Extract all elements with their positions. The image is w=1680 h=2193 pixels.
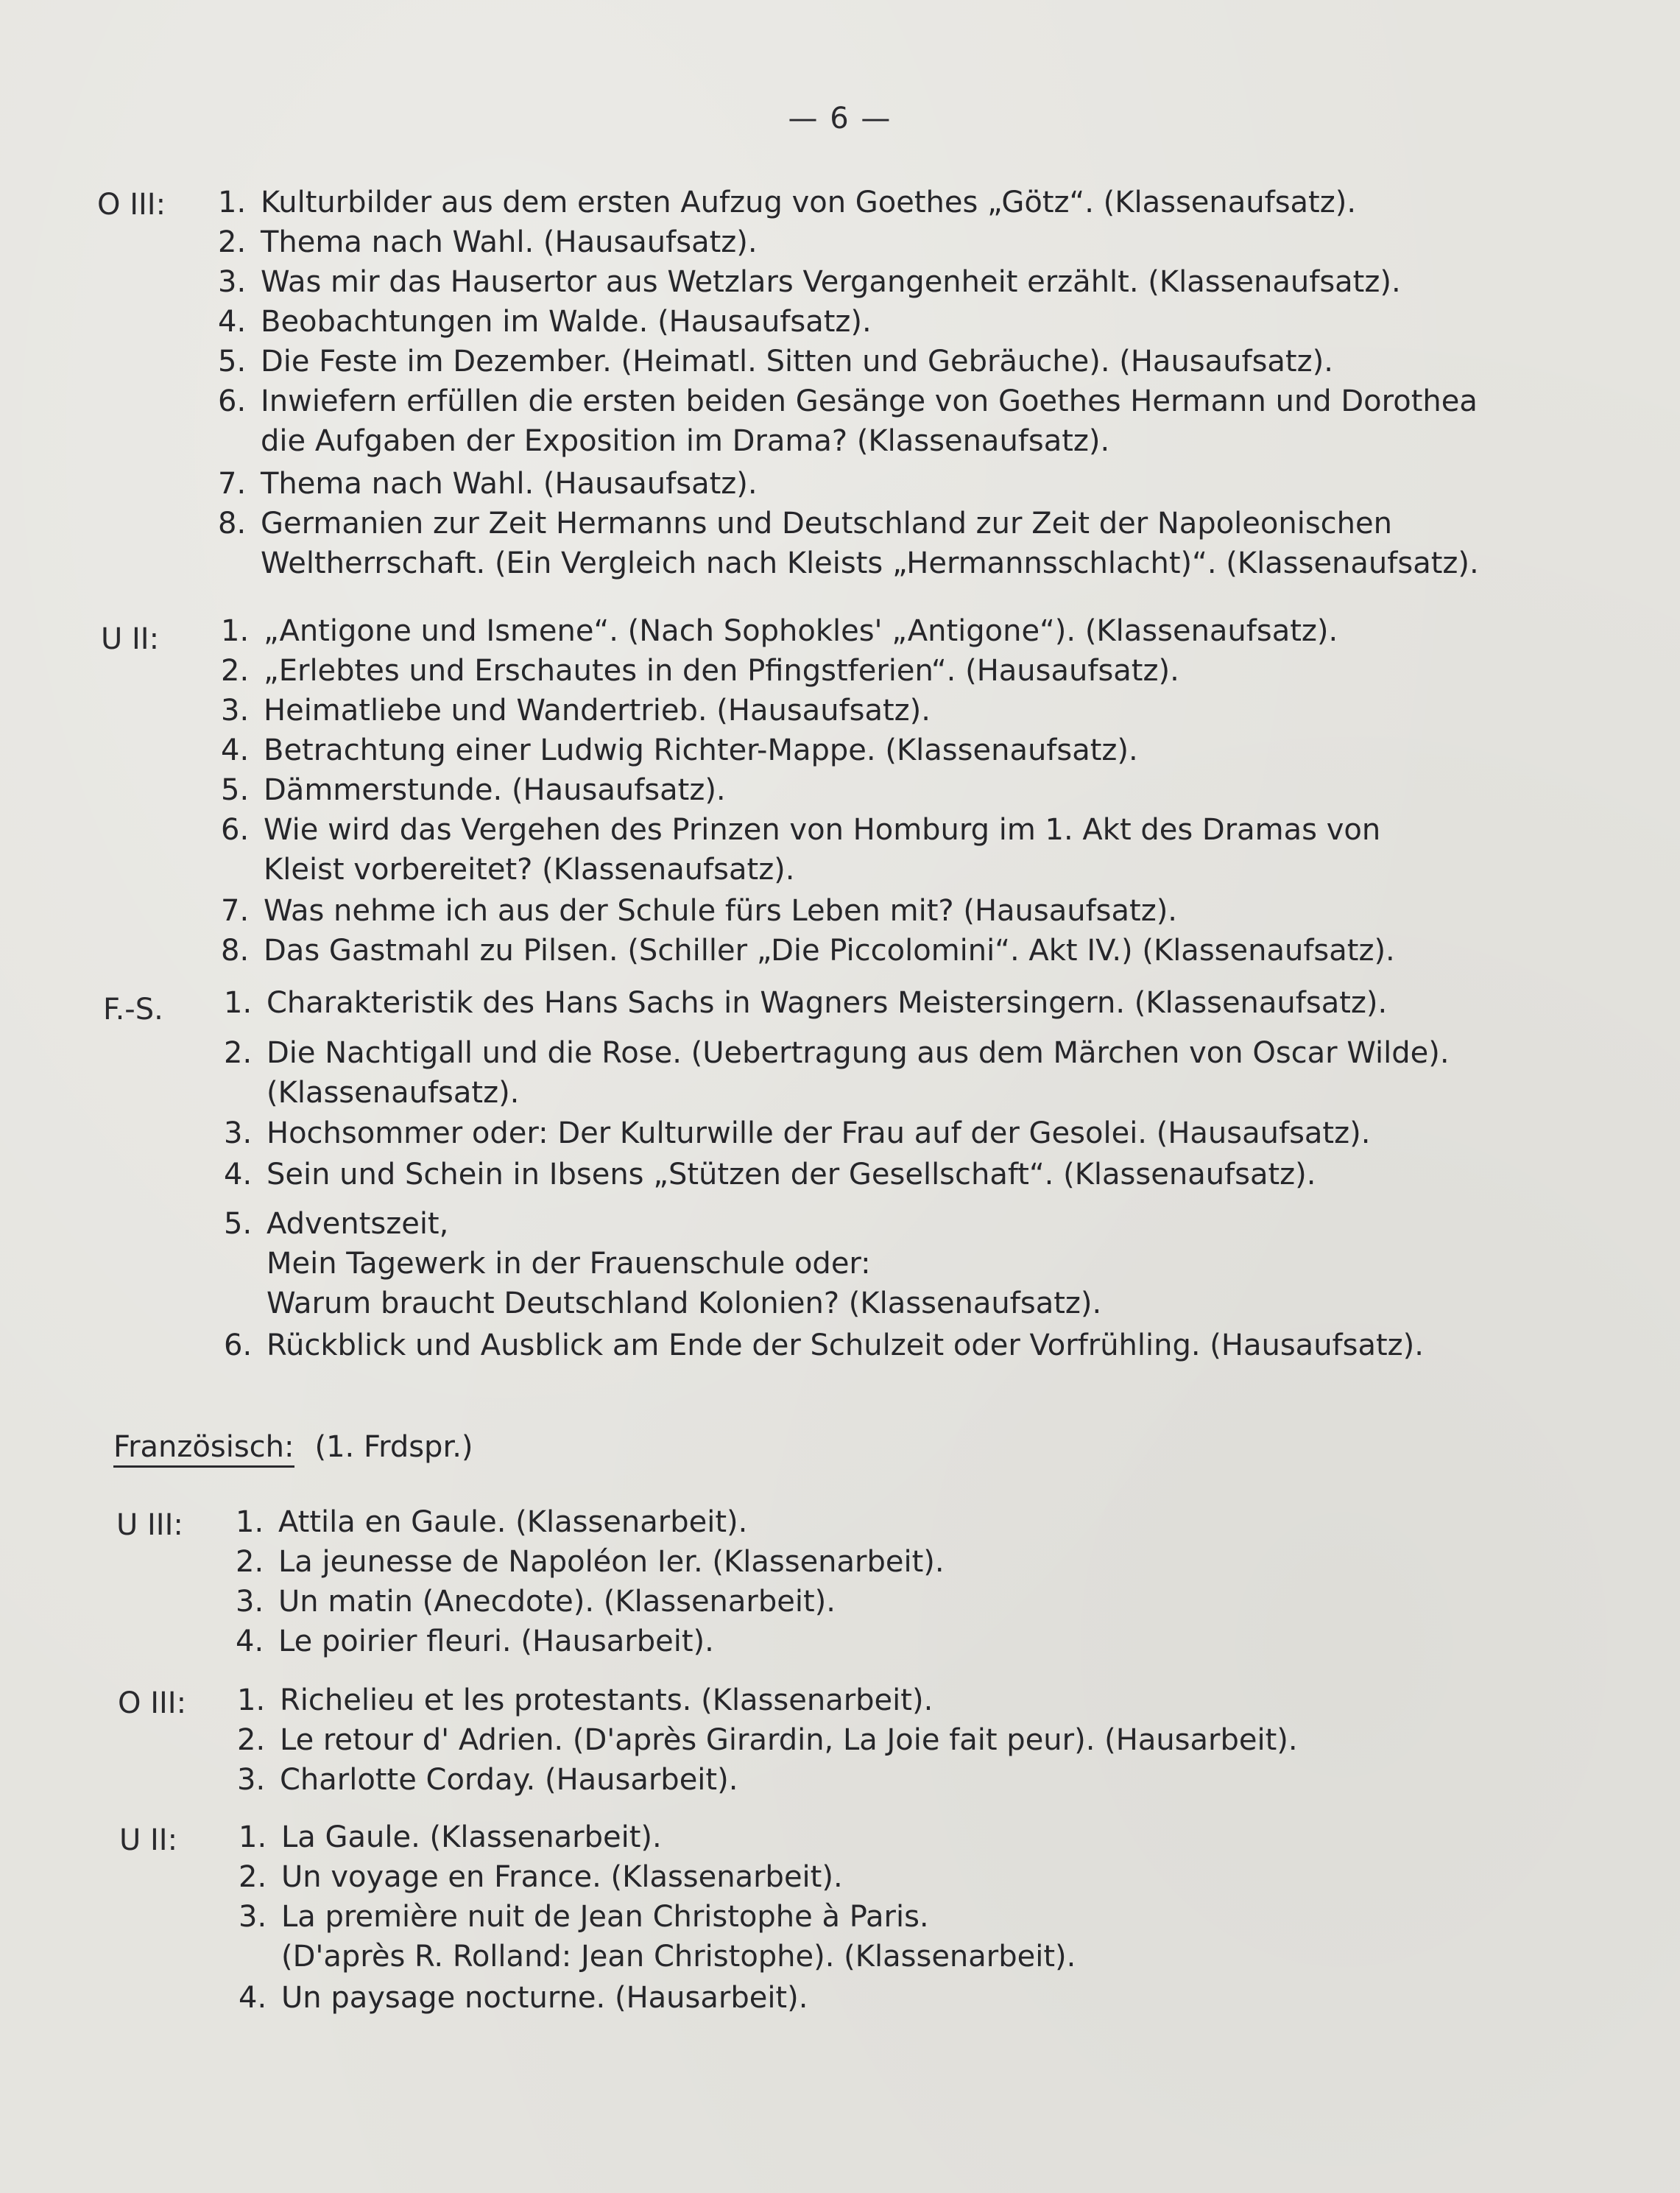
essay-entry: 2. „Erlebtes und Erschautes in den Pfingstferien“. (Hausaufsatz). bbox=[221, 654, 1179, 688]
exercise-entry: 1. La Gaule. (Klassenarbeit). bbox=[239, 1820, 662, 1854]
essay-entry: 6. Wie wird das Vergehen des Prinzen von Homburg im 1. Akt des Dramas von Kleist vorbereitet? (Klassenaufsatz). bbox=[221, 813, 1381, 887]
class-label-u2: U II: bbox=[101, 622, 160, 656]
essay-entry: 3. Heimatliebe und Wandertrieb. (Hausaufsatz). bbox=[221, 694, 931, 728]
essay-entry: 4. Sein und Schein in Ibsens „Stützen der Gesellschaft“. (Klassenaufsatz). bbox=[224, 1158, 1316, 1191]
essay-entry: 1. Kulturbilder aus dem ersten Aufzug von Goethes „Götz“. (Klassenaufsatz). bbox=[218, 186, 1357, 219]
essay-entry: 5. Dämmerstunde. (Hausaufsatz). bbox=[221, 773, 726, 807]
page-number: — 6 — bbox=[788, 102, 892, 135]
essay-entry: 6. Inwiefern erfüllen die ersten beiden Gesänge von Goethes Hermann und Dorothea die Aufgaben der Exposition im Drama? (Klassenaufsatz). bbox=[218, 384, 1478, 458]
essay-entry: 3. Was mir das Hausertor aus Wetzlars Vergangenheit erzählt. (Klassenaufsatz). bbox=[218, 265, 1401, 299]
essay-entry: 5. Adventszeit, Mein Tagewerk in der Frauenschule oder: Warum braucht Deutschland Kolonien? (Klassenaufsatz). bbox=[224, 1207, 1102, 1320]
class-label-fs: F.-S. bbox=[103, 993, 163, 1027]
exercise-entry: 4. Le poirier fleuri. (Hausarbeit). bbox=[236, 1624, 714, 1658]
exercise-entry: 3. Un matin (Anecdote). (Klassenarbeit). bbox=[236, 1585, 836, 1619]
class-label-o3-fr: O III: bbox=[118, 1686, 187, 1720]
exercise-entry: 4. Un paysage nocturne. (Hausarbeit). bbox=[239, 1981, 808, 2015]
essay-entry: 3. Hochsommer oder: Der Kulturwille der Frau auf der Gesolei. (Hausaufsatz). bbox=[224, 1116, 1371, 1150]
essay-entry: 4. Betrachtung einer Ludwig Richter-Mappe. (Klassenaufsatz). bbox=[221, 733, 1138, 767]
exercise-entry: 1. Richelieu et les protestants. (Klassenarbeit). bbox=[237, 1683, 933, 1717]
essay-entry: 2. Die Nachtigall und die Rose. (Uebertragung aus dem Märchen von Oscar Wilde). (Klassenaufsatz). bbox=[224, 1036, 1450, 1110]
essay-entry: 1. „Antigone und Ismene“. (Nach Sophokles' „Antigone“). (Klassenaufsatz). bbox=[221, 614, 1338, 648]
exercise-entry: 3. Charlotte Corday. (Hausarbeit). bbox=[237, 1763, 738, 1797]
class-label-u3: U III: bbox=[116, 1508, 183, 1542]
exercise-entry: 3. La première nuit de Jean Christophe à Paris. (D'après R. Rolland: Jean Christophe). (Klassenarbeit). bbox=[239, 1900, 1076, 1974]
class-label-u2-fr: U II: bbox=[119, 1823, 178, 1857]
exercise-entry: 2. La jeunesse de Napoléon Ier. (Klassenarbeit). bbox=[236, 1545, 945, 1579]
essay-entry: 5. Die Feste im Dezember. (Heimatl. Sitten und Gebräuche). (Hausaufsatz). bbox=[218, 345, 1333, 379]
exercise-entry: 1. Attila en Gaule. (Klassenarbeit). bbox=[236, 1505, 748, 1539]
heading-subtitle: (1. Frdspr.) bbox=[314, 1430, 473, 1464]
essay-entry: 8. Germanien zur Zeit Hermanns und Deutschland zur Zeit der Napoleonischen Weltherrschaft. (Ein Vergleich nach Kleists „Hermannsschlacht)“. (Klassenaufsatz). bbox=[218, 507, 1479, 580]
essay-entry: 1. Charakteristik des Hans Sachs in Wagners Meistersingern. (Klassenaufsatz). bbox=[224, 986, 1388, 1020]
exercise-entry: 2. Un voyage en France. (Klassenarbeit). bbox=[239, 1860, 843, 1894]
essay-entry: 7. Was nehme ich aus der Schule fürs Leben mit? (Hausaufsatz). bbox=[221, 894, 1178, 928]
essay-entry: 8. Das Gastmahl zu Pilsen. (Schiller „Die Piccolomini“. Akt IV.) (Klassenaufsatz). bbox=[221, 934, 1395, 968]
class-label-o3: O III: bbox=[97, 188, 166, 222]
essay-entry: 4. Beobachtungen im Walde. (Hausaufsatz). bbox=[218, 305, 872, 339]
essay-entry: 6. Rückblick und Ausblick am Ende der Schulzeit oder Vorfrühling. (Hausaufsatz). bbox=[224, 1328, 1424, 1362]
essay-entry: 2. Thema nach Wahl. (Hausaufsatz). bbox=[218, 225, 758, 259]
essay-entry: 7. Thema nach Wahl. (Hausaufsatz). bbox=[218, 467, 758, 501]
section-heading-franzoesisch bbox=[113, 1430, 473, 1468]
heading-title: Französisch: bbox=[113, 1430, 294, 1468]
exercise-entry: 2. Le retour d' Adrien. (D'après Girardin, La Joie fait peur). (Hausarbeit). bbox=[237, 1723, 1298, 1757]
